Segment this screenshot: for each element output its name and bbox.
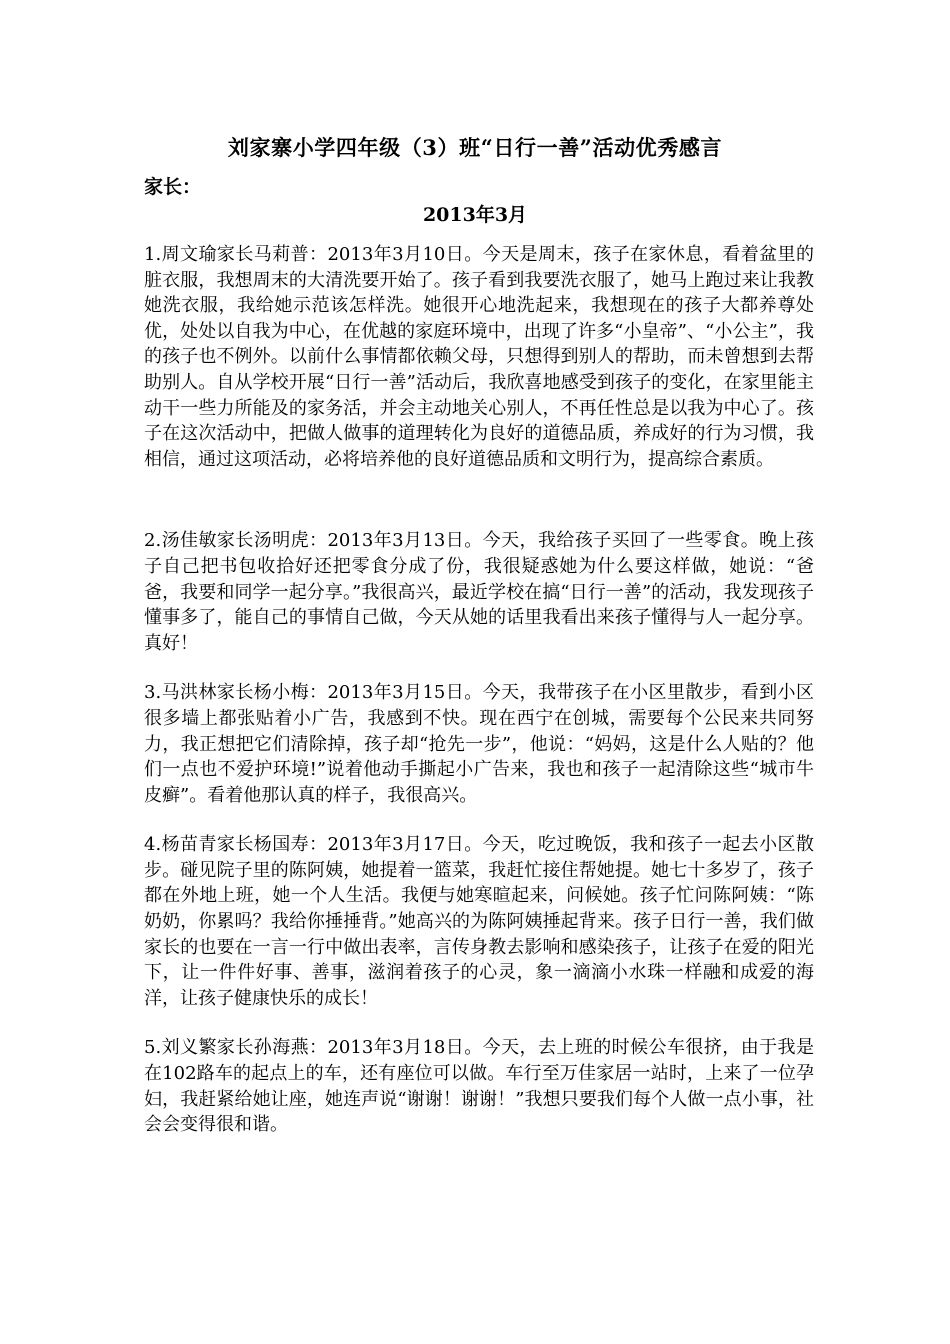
- entry-paragraph: 4.杨苗青家长杨国寿：2013年3月17日。今天，吃过晚饭，我和孩子一起去小区散步。碰见院子里的陈阿姨，她提着一篮菜，我赶忙接住帮她提。她七十多岁了，孩子都在外地上班，她一个人生活。我便与她寒暄起来，问候她。孩子忙问陈阿姨：“陈奶奶，你累吗？我给你捶捶背。”她高兴的为陈阿姨捶起背来。孩子日行一善，我们做家长的也要在一言一行中做出表率，言传身教去影响和感染孩子，让孩子在爱的阳光下，让一件件好事、善事，滋润着孩子的心灵，象一滴滴小水珠一样融和成爱的海洋，让孩子健康快乐的成长！: [144, 834, 814, 1009]
- paragraph-gap: [144, 656, 814, 680]
- entry-paragraph: 3.马洪林家长杨小梅：2013年3月15日。今天，我带孩子在小区里散步，看到小区很多墙上都张贴着小广告，我感到不快。现在西宁在创城，需要每个公民来共同努力，我正想把它们清除掉，孩子却“抢先一步”，他说：“妈妈，这是什么人贴的？他们一点也不爱护环境!”说着他动手撕起小广告来，我也和孩子一起清除这些“城市牛皮癣”。看着他那认真的样子，我很高兴。: [144, 682, 814, 806]
- paragraph-gap: [144, 472, 814, 528]
- document-title: 刘家寨小学四年级（3）班“日行一善”活动优秀感言: [227, 135, 723, 160]
- entry-paragraph: 1.周文瑜家长马莉普：2013年3月10日。今天是周末，孩子在家休息，看着盆里的脏衣服，我想周末的大清洗要开始了。孩子看到我要洗衣服了，她马上跑过来让我教她洗衣服，我给她示范该怎样洗。她很开心地洗起来，我想现在的孩子大都养尊处优，处处以自我为中心，在优越的家庭环境中，出现了许多“小皇帝”、“小公主”，我的孩子也不例外。以前什么事情都依赖父母，只想得到别人的帮助，而未曾想到去帮助别人。自从学校开展“日行一善”活动后，我欣喜地感受到孩子的变化，在家里能主动干一些力所能及的家务活，并会主动地关心别人，不再任性总是以我为中心了。孩子在这次活动中，把做人做事的道理转化为良好的道德品质，养成好的行为习惯，我相信，通过这项活动，必将培养他的良好道德品质和文明行为，提高综合素质。: [144, 244, 814, 470]
- paragraph-gap: [144, 1011, 814, 1035]
- section-label: 家长：: [144, 176, 202, 198]
- entry-paragraph: 5.刘义繁家长孙海燕：2013年3月18日。今天，去上班的时候公车很挤，由于我是在102路车的起点上的车，还有座位可以做。车行至万佳家居一站时，上来了一位孕妇，我赶紧给她让座，她连声说“谢谢！谢谢！”我想只要我们每个人做一点小事，社会会变得很和谐。: [144, 1037, 814, 1136]
- entry-paragraph: 2.汤佳敏家长汤明虎：2013年3月13日。今天，我给孩子买回了一些零食。晚上孩子自己把书包收拾好还把零食分成了份，我很疑惑她为什么要这样做，她说：“爸爸，我要和同学一起分享。”我很高兴，最近学校在搞“日行一善”的活动，我发现孩子懂事多了，能自己的事情自己做，今天从她的话里我看出来孩子懂得与人一起分享。真好！: [144, 530, 814, 654]
- date-heading: 2013年3月: [422, 204, 528, 226]
- paragraph-gap: [144, 808, 814, 832]
- entries-list: [144, 242, 814, 1138]
